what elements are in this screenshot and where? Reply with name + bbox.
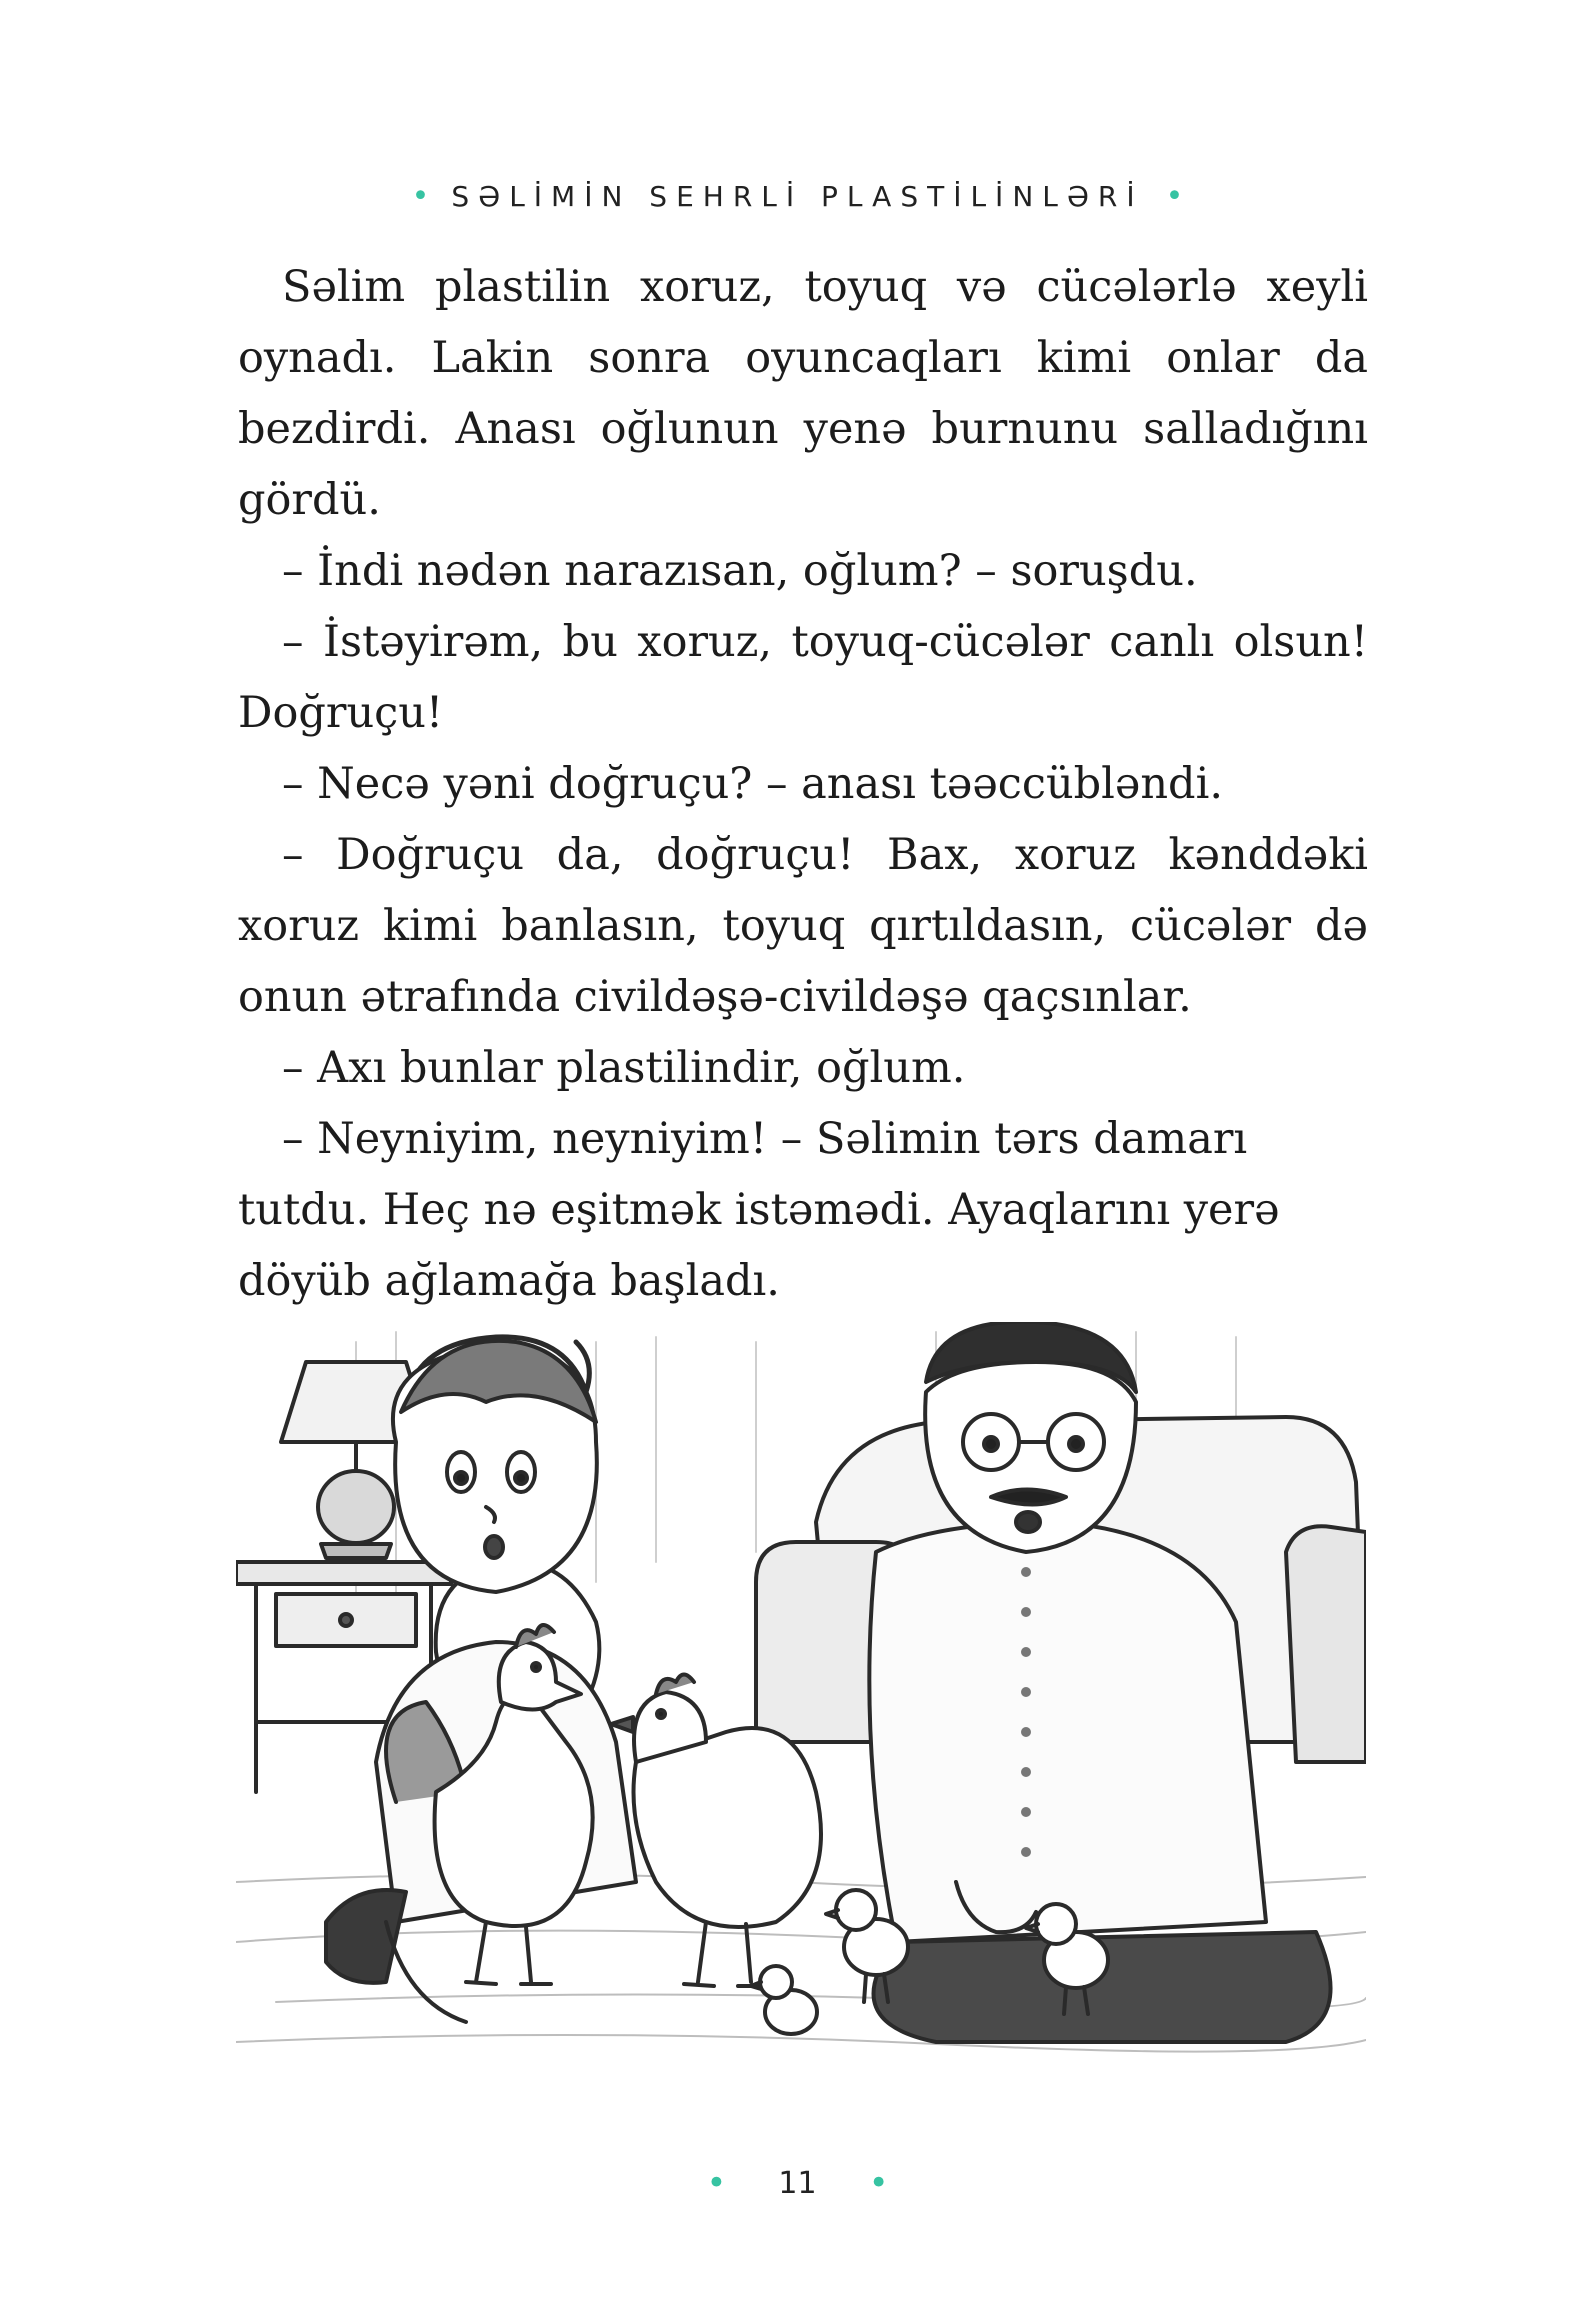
story-text	[238, 252, 1368, 1317]
paragraph: – İndi nədən narazısan, oğlum? – soruşdu.	[282, 546, 1198, 596]
bullet-dot-icon: •	[868, 2163, 889, 2203]
page-footer	[0, 2160, 1595, 2206]
paragraph: – Doğruçu da, doğruçu! Bax, xoruz kənddəki xoruz kimi banlasın, toyuq qırtıldasın, cücələr də onun ətrafında civildəşə-civildəşə qaçsınlar.	[238, 830, 1368, 1022]
illustration	[236, 1322, 1366, 2072]
paragraph: – Neyniyim, neyniyim! – Səlimin tərs damarı tutdu. Heç nə eşitmək istəmədi. Ayaqlarını yerə döyüb ağlamağa başladı.	[238, 1114, 1280, 1306]
running-head	[0, 176, 1595, 216]
paragraph: – Axı bunlar plastilindir, oğlum.	[282, 1043, 966, 1093]
bullet-dot-icon: •	[706, 2163, 727, 2203]
bullet-dot-icon: •	[1165, 178, 1184, 214]
book-title: SƏLİMİN SEHRLİ PLASTİLİNLƏRİ	[451, 179, 1144, 213]
paragraph: Səlim plastilin xoruz, toyuq və cücələrlə xeyli oynadı. Lakin sonra oyuncaqları kimi onlar da bezdirdi. Anası oğlunun yenə burnunu salladığını gördü.	[238, 262, 1368, 525]
paragraph: – Necə yəni doğruçu? – anası təəccübləndi.	[282, 759, 1224, 809]
paragraph: – İstəyirəm, bu xoruz, toyuq-cücələr canlı olsun! Doğruçu!	[238, 617, 1368, 738]
bullet-dot-icon: •	[411, 178, 430, 214]
page-number: 11	[778, 2165, 817, 2201]
